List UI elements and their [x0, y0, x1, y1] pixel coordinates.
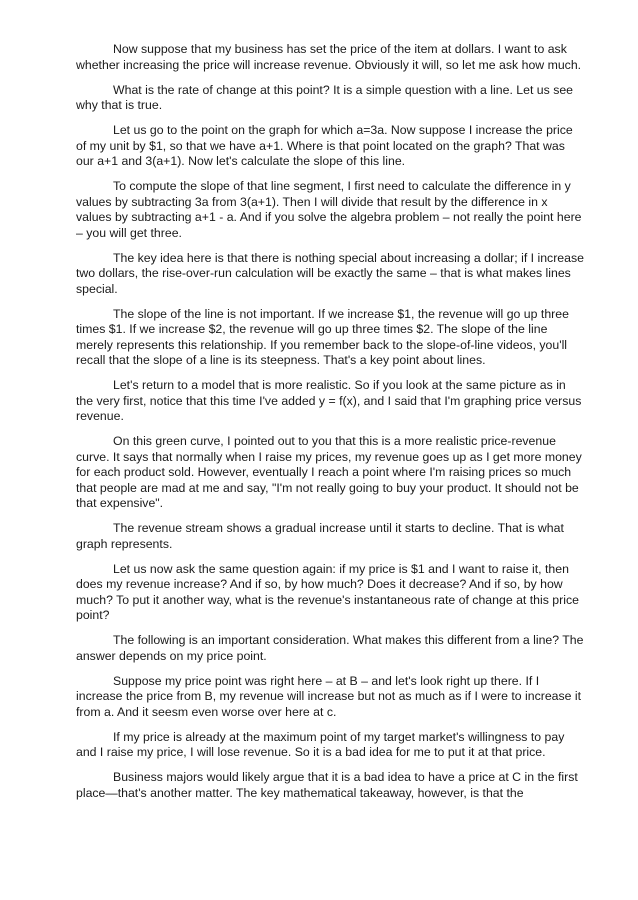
paragraph-10: Let us now ask the same question again: if my price is $1 and I want to raise it, then does my revenue increase? And if so, by how much? Does it decrease? And if so, by how much? To put it another way, what is the revenue's instantaneous rate of change at this price point? — [76, 561, 579, 622]
paragraph-9: The revenue stream shows a gradual increase until it starts to decline. That is what graph represents. — [76, 521, 564, 551]
paragraph-7: Let's return to a model that is more realistic. So if you look at the same picture as in the very first, notice that this time I've added y = f(x), and I said that I'm graphing price versus revenue. — [76, 378, 582, 423]
document-page — [76, 42, 586, 811]
paragraph-11: The following is an important consideration. What makes this different from a line? The answer depends on my price point. — [76, 633, 584, 663]
paragraph-6: The slope of the line is not important. If we increase $1, the revenue will go up three times $1. If we increase $2, the revenue will go up three times $2. The slope of the line merely represents this relationship. If you remember back to the slope-of-line videos, you'll recall that the slope of a line is its steepness. That's a key point about lines. — [76, 306, 569, 367]
paragraph-5: The key idea here is that there is nothing special about increasing a dollar; if I increase two dollars, the rise-over-run calculation will be exactly the same – that is what makes lines special. — [76, 250, 584, 296]
paragraph-4: To compute the slope of that line segment, I first need to calculate the difference in y values by subtracting 3a from 3(a+1). Then I will divide that result by the difference in x values by subtracting a+1 - a. And if you solve the algebra problem – not really the point here – you will get three. — [76, 179, 582, 240]
paragraph-3: Let us go to the point on the graph for which a=3a. Now suppose I increase the price of my unit by $1, so that we have a+1. Where is that point located on the graph? That was our a+1 and 3(a+1). Now let's calculate the slope of this line. — [76, 123, 573, 168]
paragraph-8: On this green curve, I pointed out to you that this is a more realistic price-revenue curve. It says that normally when I raise my prices, my revenue goes up as I get more money for each product sold. However, eventually I reach a point where I'm raising prices so much that people are mad at me and say, "I'm not really going to buy your product. It should not be that expensive". — [76, 434, 582, 510]
paragraph-12: Suppose my price point was right here – at B – and let's look right up there. If I increase the price from B, my revenue will increase but not as much as if I were to increase it from a. And it seesm even worse over here at c. — [76, 673, 582, 719]
paragraph-13: If my price is already at the maximum point of my target market's willingness to pay and I raise my price, I will lose revenue. So it is a bad idea for me to put it at that price. — [76, 729, 565, 759]
paragraph-14: Business majors would likely argue that it is a bad idea to have a price at C in the first place—that's another matter. The key mathematical takeaway, however, is that the — [76, 770, 578, 800]
paragraph-2: What is the rate of change at this point? It is a simple question with a line. Let us see why that is true. — [76, 82, 574, 112]
paragraph-1: Now suppose that my business has set the price of the item at dollars. I want to ask whether increasing the price will increase revenue. Obviously it will, so let me ask how much. — [76, 42, 582, 72]
